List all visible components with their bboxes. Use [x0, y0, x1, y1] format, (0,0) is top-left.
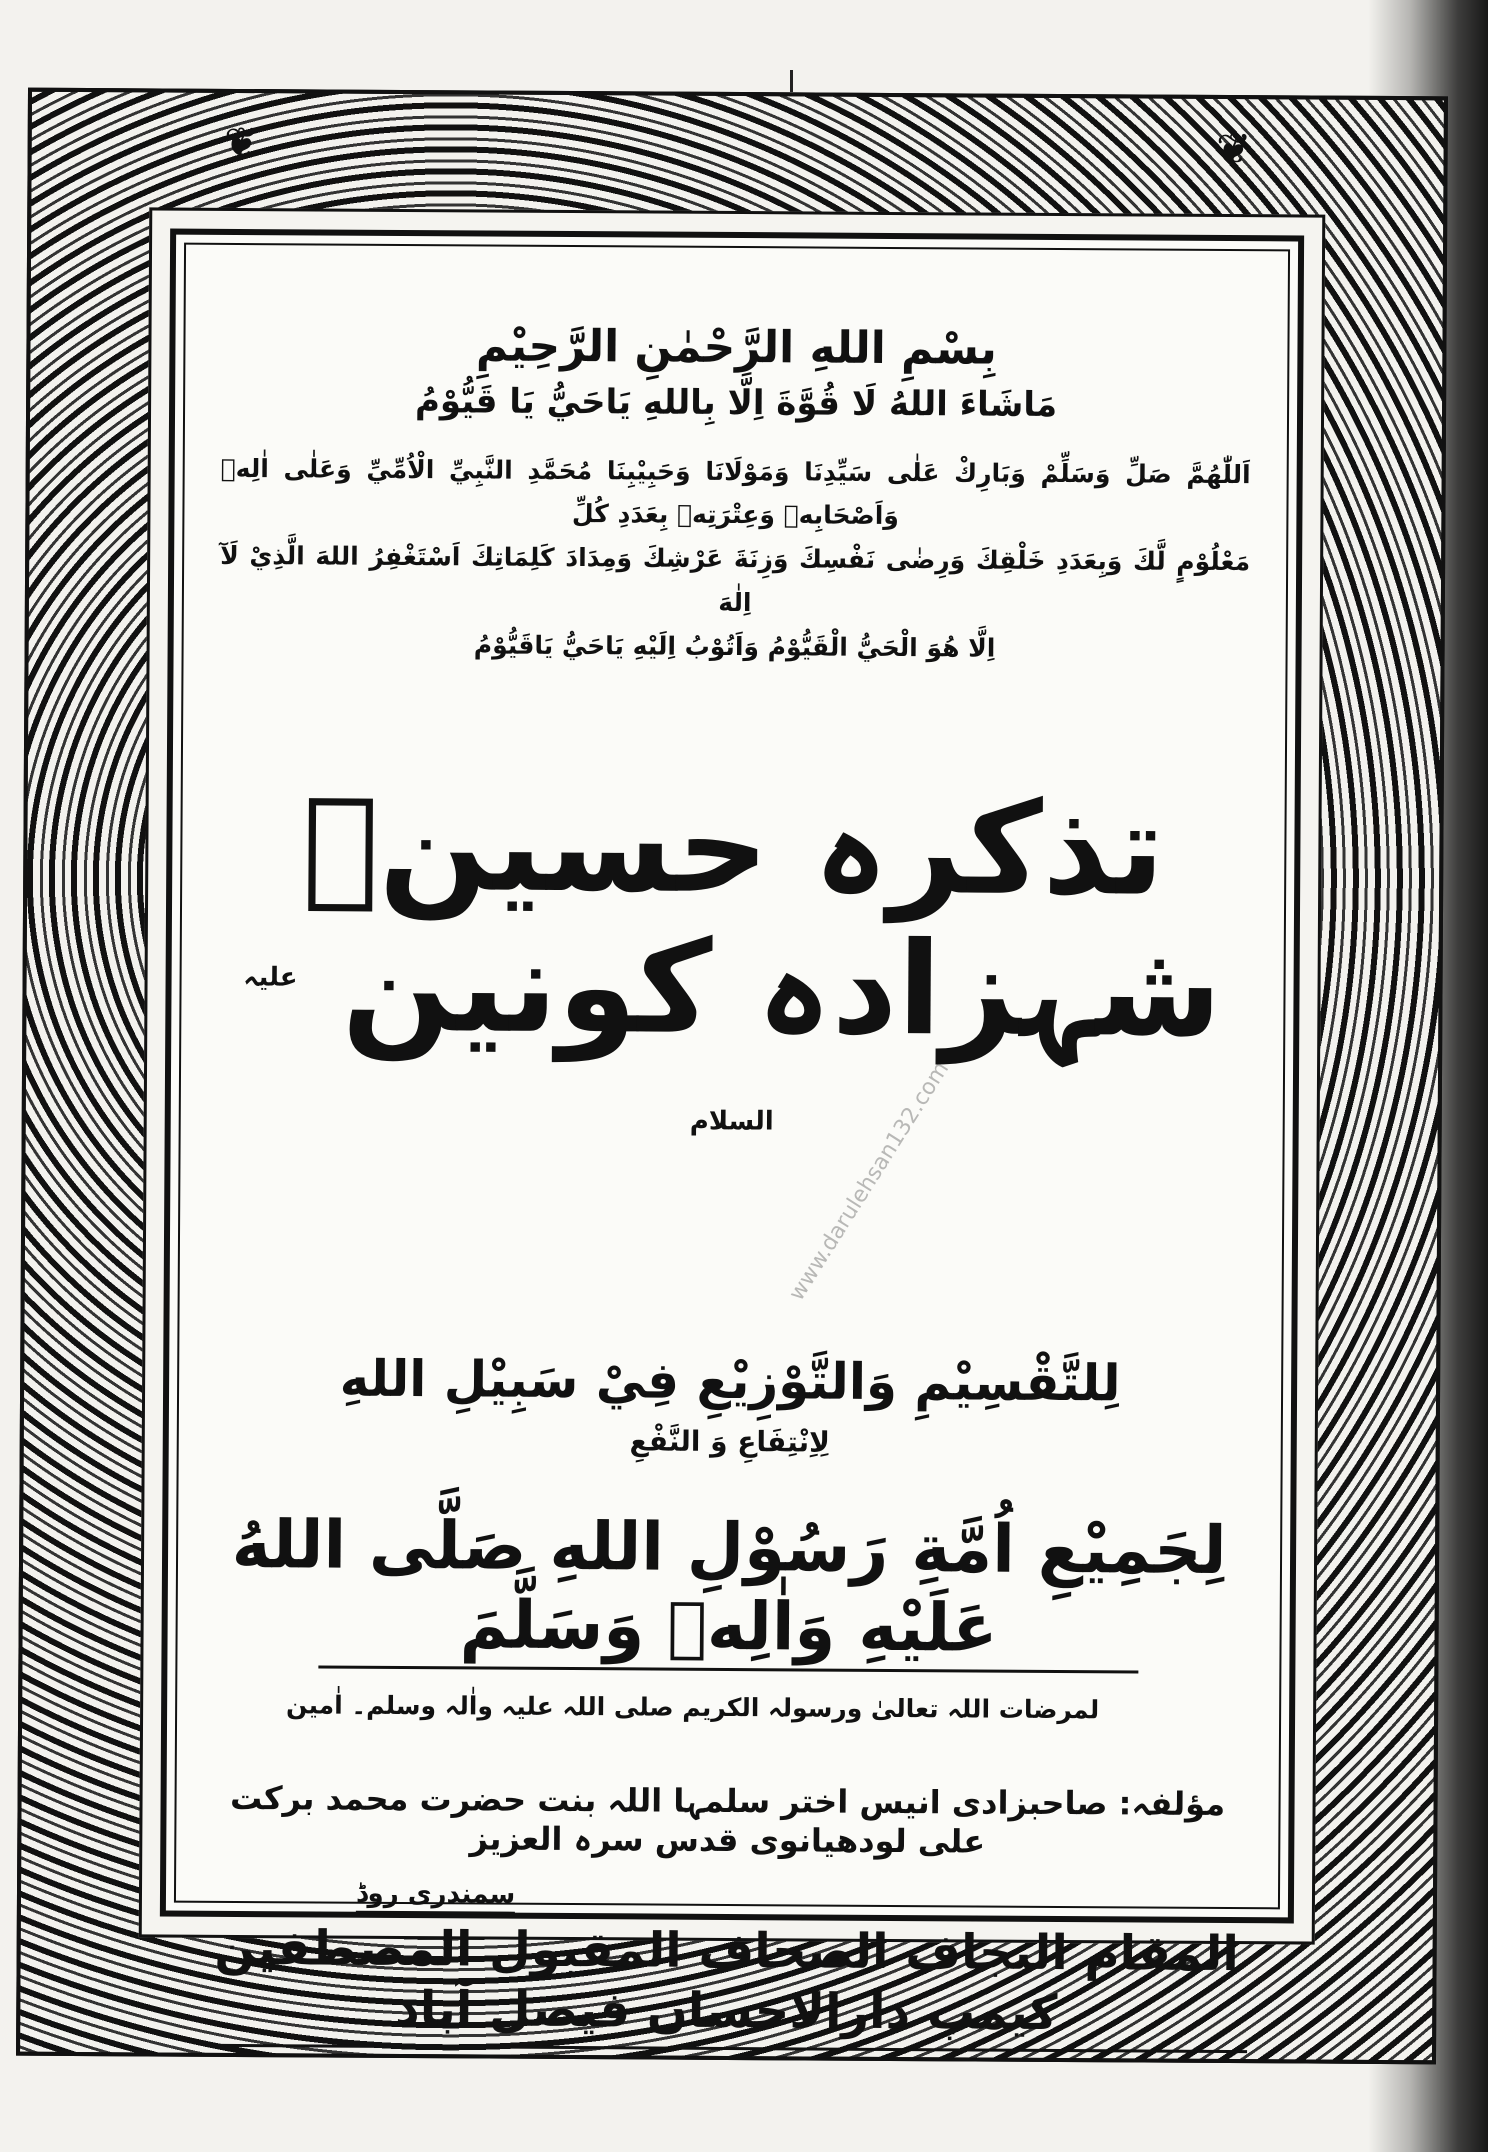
mashallah-line: مَاشَاءَ اللهُ لَا قُوَّةَ اِلَّا بِاللهِ يَاحَيُّ يَا قَيُّوْمُ: [414, 380, 1058, 425]
durood-block: [219, 446, 1250, 671]
ornamental-border: [16, 88, 1448, 2065]
ummah-line: لِجَمِيْعِ اُمَّةِ رَسُوْلِ اللهِ صَلَّى اللهُ عَلَيْهِ وَاٰلِهٖ وَسَلَّمَ: [231, 1505, 1227, 1667]
author-line: مؤلفہ: صاحبزادی انیس اختر سلمہا اللہ بنت حضرت محمد برکت علی لودھیانوی قدس سرہ العزیز: [229, 1779, 1226, 1861]
ridha-line: لمرضات اللہ تعالیٰ ورسولہ الکریم صلی اللہ علیہ واٰلہ وسلم۔ اٰمین: [285, 1690, 1100, 1725]
title-page-content: [206, 275, 1258, 2041]
durood-line-1: اَللّٰهُمَّ صَلِّ وَسَلِّمْ وَبَارِكْ عَلٰى سَيِّدِنَا وَمَوْلَانَا وَحَبِيْبِنَا مُحَمَّدِ النَّبِيِّ الْاُمِّيِّ وَعَلٰى اٰلِهٖ وَاَصْحَابِهٖ وَعِتْرَتِهٖ بِعَدَدِ كُلِّ: [220, 453, 1251, 531]
benefit-line: لِاِنْتِفَاعِ وَ النَّفْعِ: [629, 1424, 831, 1459]
title-honorific: علیہ السلام: [243, 962, 774, 1137]
road-label: [206, 1878, 1248, 1914]
bismillah: بِسْمِ اللهِ الرَّحْمٰنِ الرَّحِيْمِ: [475, 320, 998, 375]
page-number-mark: [790, 70, 793, 92]
watermark: www.darulehsan132.com: [784, 1057, 955, 1306]
corner-ornament-icon: ❦: [223, 117, 260, 168]
title-panel: [160, 229, 1304, 2041]
durood-line-2: مَعْلُوْمٍ لَّكَ وَبِعَدَدِ خَلْقِكَ وَرِضٰى نَفْسِكَ وَزِنَةَ عَرْشِكَ وَمِدَادَ كَلِمَاتِكَ اَسْتَغْفِرُ اللهَ الَّذِيْ لَآ اِلٰهَ: [220, 540, 1251, 617]
book-title-text: تذکرہ حسینؑ شہزادہ کونین: [301, 770, 1223, 1067]
road-text: سمندری روڈ: [356, 1879, 515, 1915]
publisher-line: المقام النجاف الصحاف المقبول المصطفین کیمپ دارالاحسان فیصل آباد: [205, 1918, 1248, 2053]
title-panel-frame: [139, 207, 1326, 2041]
corner-ornament-icon: ❦: [1215, 123, 1252, 174]
distribution-line: لِلتَّقْسِيْمِ وَالتَّوْزِيْعِ فِيْ سَبِيْلِ اللهِ: [339, 1349, 1121, 1413]
durood-line-3: اِلَّا هُوَ الْحَيُّ الْقَيُّوْمُ وَاَتُوْبُ اِلَيْهِ يَاحَيُّ يَاقَيُّوْمُ: [473, 630, 996, 663]
book-title: [210, 770, 1255, 1204]
